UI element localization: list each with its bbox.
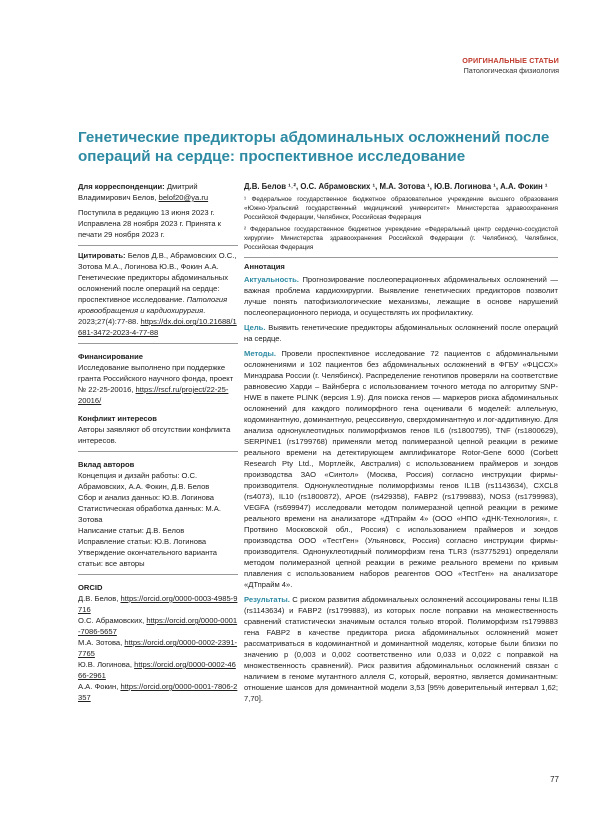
- subsection-label: Патологическая физиология: [463, 66, 559, 75]
- results-text: С риском развития абдоминальных осложнений ассоциированы гены IL1B (rs1143634) и FABP2 (rs1799883), из которых после поправки на множественность сравнений статистически значимым остался только второй. Полиморфизм rs1799883 гена FABP2 в качестве предиктора риска абдоминальных осложнений может рассматриваться в кодоминантной и доминантной моделях, которые были близки по значению p (0,003 и 0,002 соответственно или 0,033 и 0,022 с поправкой на множественность сравнений). Риск развития абдоминальных осложнений связан с наличием в геноме мутантного аллеля C, который, вероятно, является доминантным: отношение шансов для доминантной модели 3,53 [95% доверительный интервал 1,62; 7,70].: [244, 595, 558, 703]
- section-label: ОРИГИНАЛЬНЫЕ СТАТЬИ: [462, 56, 559, 65]
- methods-label: Методы.: [244, 349, 277, 358]
- aim-label: Цель.: [244, 323, 266, 332]
- methods-text: Провели проспективное исследование 72 пациентов с абдоминальными осложнениями и 102 пациентов без абдоминальных осложнений в ФГБУ «ФЦССХ» Минздрава России (г. Челябинск). Распределение генотипов проверяли на соответствие равновесию Харди – Вайнберга с использованием точного метода по алгоритму SNP-HWE в пакете PLINK (версия 1.9). Для поиска генов — маркеров риска абдоминальных осложнений для каждого полиморфного гена оценивали 6 моделей: аллельную, кодоминантную, доминантную, рецессивную, сверхдоминантную и лог-аддитивную. Для анализа однонуклеотидных полиморфизмов генов IL6 (rs1800795), TNF (rs1800629), SERPINE1 (rs1799768) применяли метод полимеразной цепной реакции в режиме реального времени на детектирующем амплификаторе Rotor-Gene 6000 (Corbett Research Pty Ltd., Мортлейк, Австралия) с использованием праймеров и зондов производства ЗАО «Синтол» (Москва, Россия) согласно инструкции фирмы-производителя. Однонуклеотидные полиморфизмы генов IL1B (rs1143634), CXCL8 (rs4073), IL10 (rs1800872), APOE (rs429358), FABP2 (rs1799883), NOS3 (rs1799983), VEGFA (rs699947) исследовали методом полимеразной цепной реакции в режиме реального времени на анализаторе «ДТпрайм 4» (ООО «НПО «ДНК-Технология», г. Протвино Московской обл., Россия) с использованием праймеров и зондов производства ООО «ТестГен» (Ульяновск, Россия) согласно инструкции фирмы-производителя. Однонуклеотидный полиморфизм гена TLR3 (rs3775291) определяли методом полимеразной цепной реакции в режиме реального времени по кривым плавления с использованием наборов реагентов ООО «ТестГен» на анализаторе «ДТпрайм 4».: [244, 349, 558, 589]
- cite-label: Цитировать:: [78, 251, 126, 260]
- contrib-item: Концепция и дизайн работы: О.С. Абрамовских, А.А. Фокин, Д.В. Белов: [78, 471, 210, 491]
- funding-title: Финансирование: [78, 352, 143, 361]
- corr-label: Для корреспонденции:: [78, 182, 165, 191]
- abstract-aim: [244, 322, 558, 344]
- orcid-link[interactable]: https://orcid.org/0000-0001-7806-2357: [78, 682, 238, 702]
- conflict-title: Конфликт интересов: [78, 414, 157, 423]
- contrib-title: Вклад авторов: [78, 460, 135, 469]
- orcid-link[interactable]: https://orcid.org/0000-0002-4666-2961: [78, 660, 236, 680]
- abstract-title: Аннотация: [244, 262, 285, 271]
- divider: [78, 574, 238, 575]
- contrib-item: Утверждение окончательного варианта статьи: все авторы: [78, 548, 218, 568]
- contrib-item: Сбор и анализ данных: Ю.В. Логинова: [78, 493, 215, 502]
- corr-email-link[interactable]: belof20@ya.ru: [158, 193, 209, 202]
- funding-text: [78, 362, 238, 406]
- funding-body: Исследование выполнено при поддержке гранта Российского научного фонда, проект № 22-25-20016,: [78, 363, 234, 394]
- abstract-results: [244, 594, 558, 704]
- orcid-author: Ю.В. Логинова,: [78, 660, 135, 669]
- divider: [78, 343, 238, 344]
- correspondence: [78, 181, 238, 203]
- doi-link[interactable]: https://dx.doi.org/10.21688/1681-3472-2023-4-77-88: [78, 317, 237, 337]
- contrib-item: Исправление статьи: Ю.В. Логинова: [78, 537, 207, 546]
- orcid-entry: [78, 681, 238, 703]
- affiliation-2: ² Федеральное государственное бюджетное учреждение «Федеральный центр сердечно-сосудистой хирургии» Министерства здравоохранения Российской Федерации (г. Челябинск), Челябинск, Российская Федерация: [244, 226, 558, 251]
- journal-header: [462, 56, 559, 75]
- affiliation-1: ¹ Федеральное государственное бюджетное образовательное учреждение высшего образования «Южно-Уральский государственный медицинский университет» Министерства здравоохранения Российской Федерации, Челябинск, Российская Федерация: [244, 196, 558, 221]
- relevance-text: Прогнозирование послеоперационных абдоминальных осложнений — важная проблема кардиохирургии. Выявление генетических предикторов позволит лучше понять патофизиологические механизмы, лежащие в основе нарушений послеоперационного периода, и осуществлять их профилактику.: [244, 275, 558, 317]
- conflict-text: Авторы заявляют об отсутствии конфликта интересов.: [78, 425, 231, 445]
- corr-name: Дмитрий Владимирович Белов,: [78, 182, 198, 202]
- author-list: Д.В. Белов ¹˒², О.С. Абрамовских ¹, М.А. Зотова ¹, Ю.В. Логинова ¹, А.А. Фокин ¹: [244, 182, 548, 191]
- cite-vol: . 2023;27(4):77-88.: [78, 306, 206, 326]
- contrib-item: Написание статьи: Д.В. Белов: [78, 526, 185, 535]
- orcid-title: ORCID: [78, 583, 103, 592]
- cite-journal: Патология кровообращения и кардиохирургия: [78, 295, 228, 315]
- aim-text: Выявить генетические предикторы абдоминальных осложнений после операций на сердце.: [244, 323, 558, 343]
- orcid-link[interactable]: https://orcid.org/0000-0003-4985-9716: [78, 594, 238, 614]
- relevance-label: Актуальность.: [244, 275, 299, 284]
- orcid-entry: [78, 593, 238, 615]
- cite-text: Белов Д.В., Абрамовских О.С., Зотова М.А., Логинова Ю.В., Фокин А.А. Генетические предикторы абдоминальных осложнений после операций на сердце: проспективное исследование.: [78, 251, 237, 304]
- divider: [244, 257, 558, 258]
- divider: [78, 245, 238, 246]
- orcid-entry: [78, 615, 238, 637]
- page-number: 77: [550, 775, 559, 784]
- orcid-entry: [78, 659, 238, 681]
- received-dates: Поступила в редакцию 13 июня 2023 г. Исправлена 28 ноября 2023 г. Принята к печати 29 ноября 2023 г.: [78, 208, 221, 239]
- main-column: [244, 181, 558, 704]
- funding-link[interactable]: https://rscf.ru/project/22-25-20016/: [78, 385, 229, 405]
- orcid-author: М.А. Зотова,: [78, 638, 125, 647]
- left-sidebar: [78, 181, 238, 703]
- orcid-author: Д.В. Белов,: [78, 594, 121, 603]
- results-label: Результаты.: [244, 595, 290, 604]
- divider: [78, 451, 238, 452]
- orcid-link[interactable]: https://orcid.org/0000-0001-7086-5657: [78, 616, 238, 636]
- orcid-entry: [78, 637, 238, 659]
- orcid-link[interactable]: https://orcid.org/0000-0002-2391-7765: [78, 638, 238, 658]
- citation: [78, 250, 238, 338]
- orcid-author: А.А. Фокин,: [78, 682, 121, 691]
- abstract-relevance: [244, 274, 558, 318]
- contrib-item: Статистическая обработка данных: М.А. Зотова: [78, 504, 221, 524]
- orcid-author: О.С. Абрамовских,: [78, 616, 147, 625]
- article-title: Генетические предикторы абдоминальных осложнений после операций на сердце: проспективное исследование: [78, 129, 550, 165]
- abstract-methods: [244, 348, 558, 590]
